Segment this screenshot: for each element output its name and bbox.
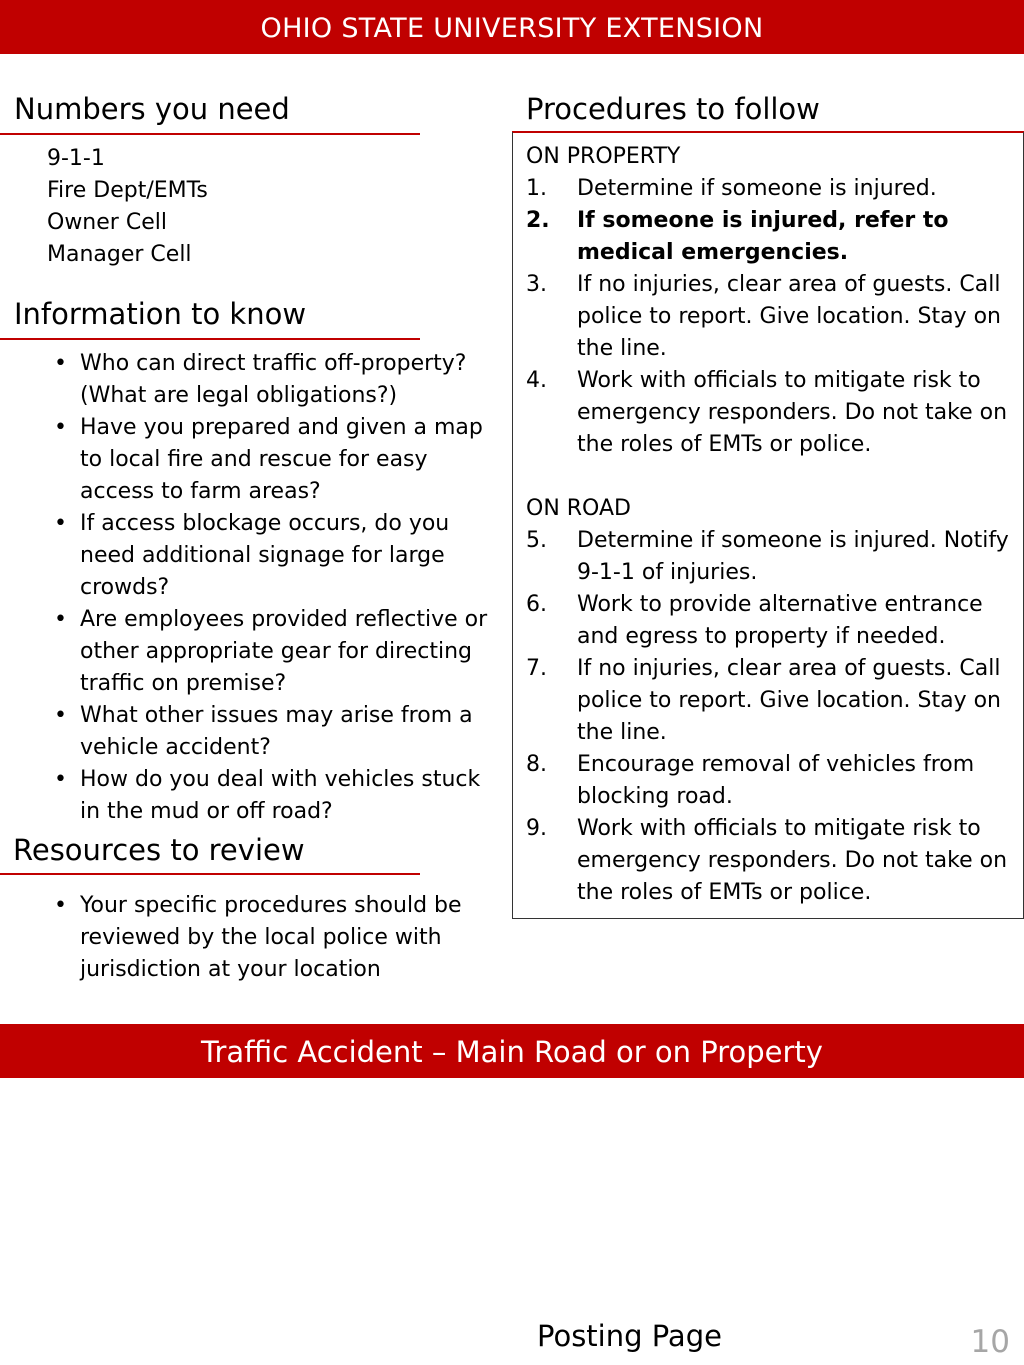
procedures-heading: Procedures to follow [526,92,820,126]
title-banner [0,1024,1024,1078]
procedure-step: 4. Work with officials to mitigate risk to emergency responders. Do not take on the roles of EMTs or police. [526,368,1008,457]
information-item: • What other issues may arise from a vehicle accident? [54,700,494,764]
procedure-step: 7. If no injuries, clear area of guests. Call police to report. Give location. Stay on the line. [526,656,1002,745]
information-item: • Have you prepared and given a map to local fire and rescue for easy access to farm areas? [54,412,494,508]
on-road-title: ON ROAD [526,496,631,521]
information-item: • How do you deal with vehicles stuck in the mud or off road? [54,764,494,828]
procedures-box [512,132,1024,919]
number-item-manager-cell: Manager Cell [47,242,192,267]
number-item-owner-cell: Owner Cell [47,210,167,235]
information-item: • If access blockage occurs, do you need additional signage for large crowds? [54,508,494,604]
header-title: OHIO STATE UNIVERSITY EXTENSION [260,13,764,44]
procedure-step: 8. Encourage removal of vehicles from blocking road. [526,752,975,809]
bullet-icon: • [54,511,67,536]
resources-item: • Your specific procedures should be reviewed by the local police with jurisdiction at your location [54,890,474,986]
bullet-icon: • [54,893,67,918]
number-item-fire-dept: Fire Dept/EMTs [47,178,208,203]
information-item: • Are employees provided reflective or other appropriate gear for directing traffic on premise? [54,604,494,700]
procedure-step: 2. If someone is injured, refer to medical emergencies. [526,208,949,265]
information-divider [0,338,420,340]
bullet-icon: • [54,767,67,792]
page-title: Traffic Accident – Main Road or on Property [201,1035,823,1069]
information-item: • Who can direct traffic off-property? (What are legal obligations?) [54,348,494,412]
on-property-title: ON PROPERTY [526,144,681,169]
on-road-steps [526,525,1016,909]
procedure-step: 1. Determine if someone is injured. [526,176,937,201]
procedure-step: 9. Work with officials to mitigate risk to emergency responders. Do not take on the roles of EMTs or police. [526,816,1008,905]
number-item-911: 9-1-1 [47,146,105,171]
bullet-icon: • [54,415,67,440]
page-number: 10 [970,1324,1010,1360]
numbers-divider [0,133,420,135]
numbers-heading: Numbers you need [14,92,290,126]
bullet-icon: • [54,351,67,376]
information-heading: Information to know [14,297,307,331]
numbers-list [47,143,208,271]
bullet-icon: • [54,703,67,728]
bullet-icon: • [54,607,67,632]
procedure-step: 3. If no injuries, clear area of guests. Call police to report. Give location. Stay on the line. [526,272,1002,361]
procedures-content [526,141,1016,909]
section-spacer [526,461,1016,493]
procedure-step: 5. Determine if someone is injured. Notify 9-1-1 of injuries. [526,528,1009,585]
resources-divider [0,873,420,875]
header-banner [0,0,1024,54]
procedure-step: 6. Work to provide alternative entrance and egress to property if needed. [526,592,983,649]
information-list [54,348,494,828]
resources-list [54,890,474,986]
posting-page-label: Posting Page [537,1319,722,1353]
on-property-steps [526,173,1016,461]
resources-heading: Resources to review [13,833,305,867]
